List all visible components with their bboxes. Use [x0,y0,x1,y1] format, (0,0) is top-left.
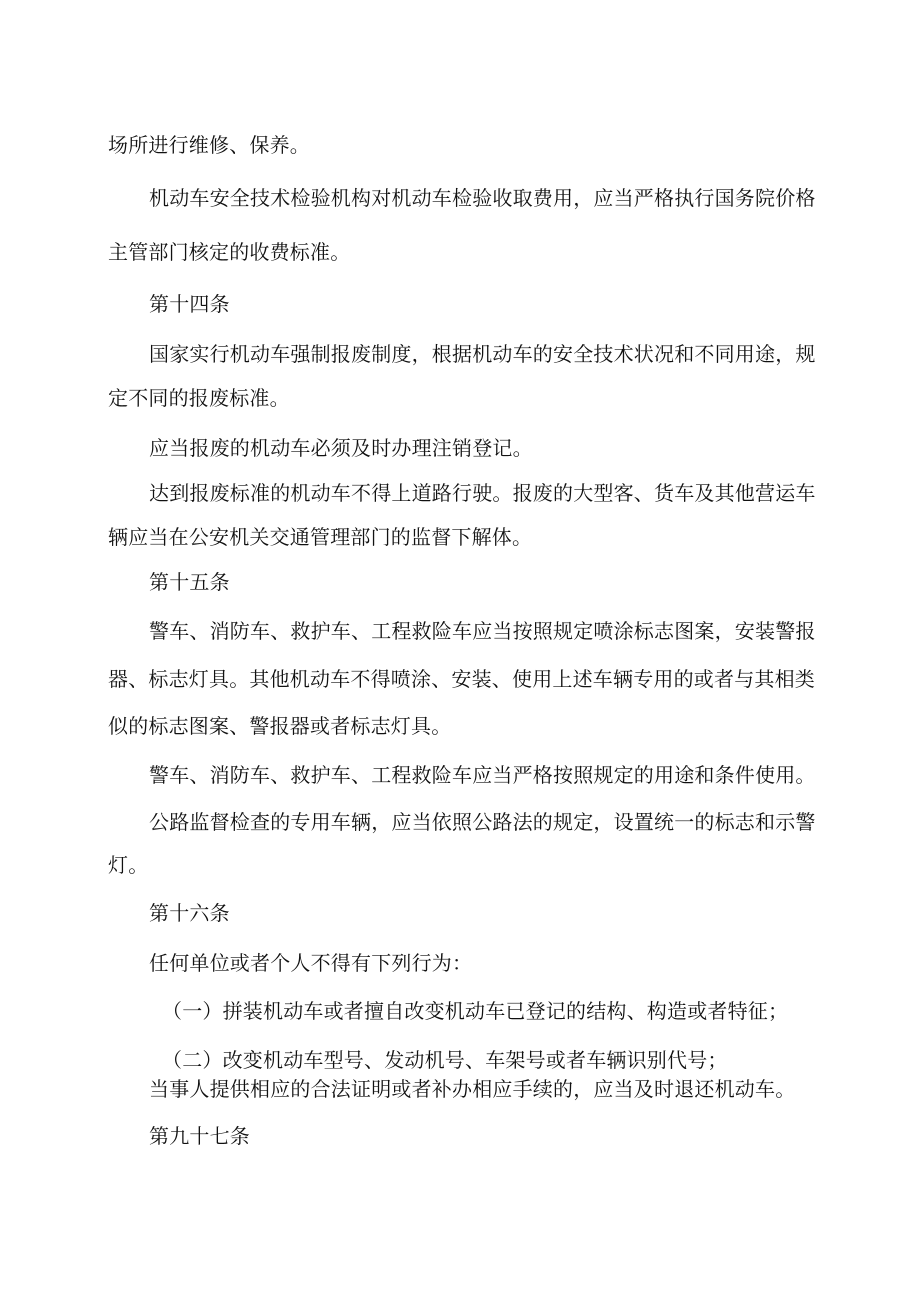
text-line: 任何单位或者个人不得有下列行为： [149,951,473,975]
list-item: （二）改变机动车型号、发动机号、车架号或者车辆识别代号； [162,1048,728,1072]
text-line: 灯。 [108,853,149,877]
text-line: 警车、消防车、救护车、工程救险车应当严格按照规定的用途和条件使用。 [149,763,816,787]
text-line: 国家实行机动车强制报废制度，根据机动车的安全技术状况和不同用途，规 [149,342,816,366]
text-line: 达到报废标准的机动车不得上道路行驶。报废的大型客、货车及其他营运车 [149,481,816,505]
section-heading: 第十四条 [149,292,230,316]
text-line: 公路监督检查的专用车辆，应当依照公路法的规定，设置统一的标志和示警 [149,810,816,834]
text-line: 当事人提供相应的合法证明或者补办相应手续的，应当及时退还机动车。 [149,1077,796,1101]
text-line: 警车、消防车、救护车、工程救险车应当按照规定喷涂标志图案，安装警报 [149,619,816,643]
text-line: 机动车安全技术检验机构对机动车检验收取费用，应当严格执行国务院价格 [149,186,816,210]
text-line: 辆应当在公安机关交通管理部门的监督下解体。 [108,525,533,549]
section-heading: 第十六条 [149,901,230,925]
section-heading: 第九十七条 [149,1124,250,1148]
text-line: 主管部门核定的收费标准。 [108,240,351,264]
text-line: 应当报废的机动车必须及时办理注销登记。 [149,436,533,460]
section-heading: 第十五条 [149,570,230,594]
text-line: 定不同的报废标准。 [108,386,290,410]
text-line: 器、标志灯具。其他机动车不得喷涂、安装、使用上述车辆专用的或者与其相类 [108,667,815,691]
text-line: 场所进行维修、保养。 [108,133,310,157]
text-line: 似的标志图案、警报器或者标志灯具。 [108,714,452,738]
list-item: （一）拼装机动车或者擅自改变机动车已登记的结构、构造或者特征； [162,999,789,1023]
